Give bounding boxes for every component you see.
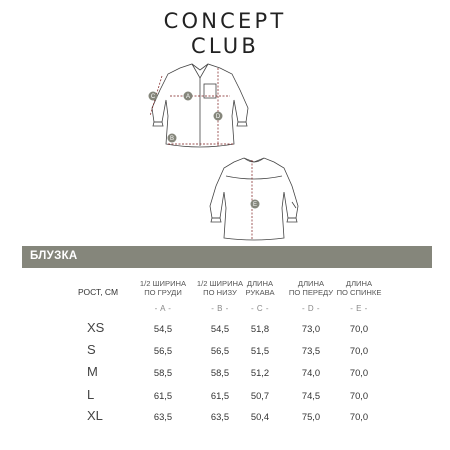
table-cell: 63,5 — [210, 411, 230, 422]
table-cell: 51,2 — [250, 367, 270, 378]
table-cell: 74,0 — [301, 367, 321, 378]
height-label: РОСТ, СМ — [78, 287, 119, 297]
label-c: C — [150, 94, 156, 101]
table-cell: 50,4 — [250, 411, 270, 422]
col-letter-b: - B - — [211, 304, 229, 313]
col-letter-e: - E - — [350, 304, 368, 313]
size-label: S — [87, 342, 96, 357]
size-label: XL — [87, 408, 103, 423]
table-cell: 73,0 — [301, 323, 321, 334]
table-cell: 73,5 — [301, 345, 321, 356]
col-header-sleeve: ДЛИНА РУКАВА — [245, 279, 275, 297]
size-label: XS — [87, 320, 105, 335]
table-cell: 63,5 — [153, 411, 173, 422]
label-b: B — [169, 136, 175, 143]
table-cell: 70,0 — [349, 345, 369, 356]
table-row — [0, 364, 450, 380]
section-banner — [22, 246, 432, 268]
back-shirt-diagram — [198, 152, 308, 242]
size-label: M — [87, 364, 98, 379]
table-cell: 56,5 — [153, 345, 173, 356]
col-header-front-length: ДЛИНА ПО ПЕРЕДУ — [288, 279, 334, 297]
col-header-back-length: ДЛИНА ПО СПИНКЕ — [336, 279, 382, 297]
table-cell: 70,0 — [349, 323, 369, 334]
col-header-hem: 1/2 ШИРИНА ПО НИЗУ — [196, 279, 244, 297]
table-cell: 51,8 — [250, 323, 270, 334]
table-cell: 58,5 — [153, 367, 173, 378]
table-cell: 75,0 — [301, 411, 321, 422]
table-cell: 50,7 — [250, 390, 270, 401]
col-letter-c: - C - — [250, 304, 270, 313]
table-cell: 51,5 — [250, 345, 270, 356]
label-d: D — [215, 114, 221, 121]
col-header-chest: 1/2 ШИРИНА ПО ГРУДИ — [139, 279, 187, 297]
front-shirt-diagram — [140, 60, 260, 150]
table-row — [0, 408, 450, 424]
section-title: БЛУЗКА — [30, 250, 78, 262]
label-e: E — [252, 202, 258, 209]
table-row — [0, 342, 450, 358]
table-row — [0, 387, 450, 403]
table-row — [0, 320, 450, 336]
table-cell: 70,0 — [349, 411, 369, 422]
table-cell: 61,5 — [153, 390, 173, 401]
table-cell: 61,5 — [210, 390, 230, 401]
col-letter-a: - A - — [154, 304, 172, 313]
brand-line-2: CLUB — [191, 34, 259, 58]
table-cell: 54,5 — [210, 323, 230, 334]
table-cell: 74,5 — [301, 390, 321, 401]
table-cell: 56,5 — [210, 345, 230, 356]
col-letter-d: - D - — [301, 304, 321, 313]
label-a: A — [185, 94, 191, 101]
size-label: L — [87, 387, 95, 402]
table-cell: 58,5 — [210, 367, 230, 378]
table-cell: 54,5 — [153, 323, 173, 334]
brand-line-1: CONCEPT — [163, 9, 287, 33]
table-cell: 70,0 — [349, 390, 369, 401]
table-cell: 70,0 — [349, 367, 369, 378]
